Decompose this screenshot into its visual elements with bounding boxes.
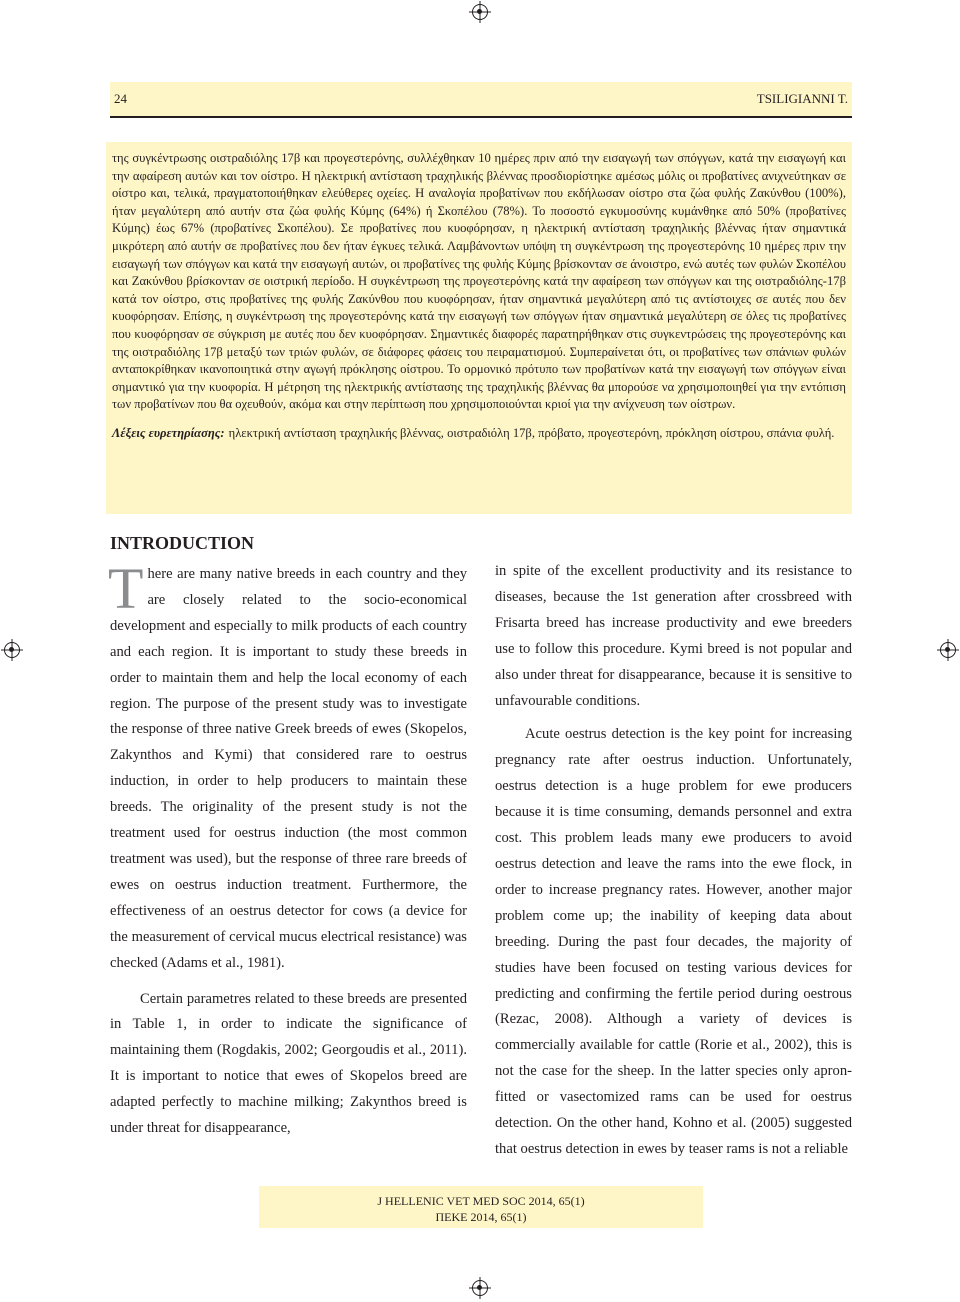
left-paragraph-1 xyxy=(108,556,467,977)
left-paragraph-2: Certain parametres related to these breeds are presented in Table 1, in order to indicate the significance of maintaining them (Rogdakis, 2002; Georgoudis et al., 2011). It is important to notice that ewes of Skopelos breed are adapted perfectly to machine milking; Zakynthos breed is under threat for disappearance, xyxy=(110,990,467,1137)
right-paragraph-1: in spite of the excellent productivity and its resistance to diseases, because the 1st generation after crossbreed with Frisarta breed has increase productivity and ewe breeders use to follow this procedure. Kymi breed is not popular and also under threat for disappearance, because it is sensitive to unfavourable conditions. xyxy=(495,563,852,709)
drop-cap: T xyxy=(108,556,144,621)
right-paragraph-2: Acute oestrus detection is the key point for increasing pregnancy rate after oestrus induction. Unfortunately, oestrus detection is a huge problem for ewe producers because it is time consuming, demands personnel and extra cost. This problem leads many ewe producers to avoid oestrus detection and leave the rams into the ewe flock, in order to increase pregnancy rates. However, another major problem come up; the inability of keeping data about breeding. During the past four decades, the majority of studies have been focused on testing various devices for predicting and confirming the fertile period during oestrous (Rezac, 2008). Although a variety of devices is commercially available for cattle (Rorie et al., 2002), this is not the case for the sheep. In the latter species only apron-fitted or vasectomized rams can be used for oestrus detection. On the other hand, Kohno et al. (2005) suggested that oestrus detection in ewes by teaser rams is not a reliable xyxy=(495,726,852,1157)
header-rule xyxy=(110,116,852,118)
registration-mark-top-icon xyxy=(472,4,488,20)
registration-mark-left-icon xyxy=(4,642,20,658)
section-heading: INTRODUCTION xyxy=(110,533,255,553)
keywords-label: Λέξεις ευρετηρίασης: xyxy=(112,425,225,440)
running-header xyxy=(110,82,852,116)
journal-citation-en: J HELLENIC VET MED SOC 2014, 65(1) xyxy=(377,1194,585,1208)
abstract-text: της συγκέντρωσης οιστραδιόλης 17β και προγεστερόνης, συλλέχθηκαν 10 ημέρες πριν από την εισαγωγή των σπόγγων, κατά την εισαγωγή και την αφαίρεση αυτών και τον οίστρο. Η ηλεκτρική αντίσταση τραχηλικής βλέννας προσδιορίστηκε αμέσως μόλις οι προβατίνες ανιχνεύτηκαν σε οίστρο και, τελικά, πραγματοποιήθηκαν ελεύθερες οχείες. Η αναλογία προβατίνων που εκδήλωσαν οίστρο στα ζώα φυλής Ζακύνθου (100%), ήταν μεγαλύτερη από αυτήν στα ζώα φυλής Κύμης (64%) ή Σκοπέλου (78%). Το ποσοστό εγκυμοσύνης κυμάνθηκε από 50% (προβατίνες Κύμης) έως 67% (προβατίνες Σκοπέλου). Σε προβατίνες που κυοφόρησαν, η ηλεκτρική αντίσταση τραχηλικής βλέννας ήταν σημαντικά μικρότερη από αυτήν σε προβατίνες που δεν ήταν έγκυες τελικά. Λαμβάνοντων υπόψη τη συγκέντρωση της προγεστερόνης 10 ημέρες πριν την εισαγωγή των σπόγγων και κατά την εισαγωγή αυτών, οι προβατίνες της φυλής Κύμης βρίσκονταν σε άνοιστρο, ενώ αυτές των φυλών Σκοπέλου και Ζακύνθου βρίσκονταν σε οιστρική περίοδο. Η συγκέντρωση της προγεστερόνης κατά την αφαίρεση των σπόγγων και της οιστραδιόλης-17β κατά τον οίστρο, στις προβατίνες της φυλής Ζακύνθου που κυοφόρησαν, ήταν σημαντικά μεγαλύτερη από τις αντίστοιχες σε αυτές που δεν κυοφόρησαν. Επίσης, η συγκέντρωση της προγεστερόνης κατά την εισαγωγή των σπόγγων ήταν σημαντικά μεγαλύτερη σε όλες τις προβατίνες που κυοφόρησαν σε σύγκριση με αυτές που δεν κυοφόρησαν. Σημαντικές διαφορές παρατηρήθηκαν στις συγκεντρώσεις της προγεστερόνης και της οιστραδιόλης 17β μεταξύ των τριών φυλών, σε διάφορες φάσεις του πειραματισμού. Συμπεραίνεται ότι, οι προβατίνες των σπάνιων φυλών ανταποκρίθηκαν ικανοποιητικά στην αγωγή πρόκλησης οίστρου. Το ορμονικό πρότυπο των προβατίνων κατά την εισαγωγή των σπόγγων είναι σημαντικό για την κυοφορία. Η μέτρηση της ηλεκτρικής αντίστασης της τραχηλικής βλέννας θα μπορούσε να χρησιμοποιηθεί για την εντόπιση των προβατίνων που θα οχευθούν, ακόμα και στην περίπτωση που χρησιμοποιούνται κριοί για την ανίχνευση των οίστρων. xyxy=(112,151,846,412)
journal-footer xyxy=(259,1186,703,1228)
keywords-text: ηλεκτρική αντίσταση τραχηλικής βλέννας, οιστραδιόλη 17β, πρόβατο, προγεστερόνη, πρόκληση οίστρου, σπάνια φυλή. xyxy=(228,425,835,440)
greek-abstract xyxy=(106,142,852,514)
right-column xyxy=(495,559,852,1163)
left-paragraph-1-text: here are many native breeds in each country and they are closely related to the socio-economical development and especially to milk products of each country and each region. It is important to study these breeds in order to maintain them and help the local economy of each region. The purpose of the present study was to investigate the response of three native Greek breeds of ewes (Skopelos, Zakynthos and Kymi) that considered rare to oestrus induction, in order to help producers to maintain these breeds. The originality of the present study is not the treatment used for oestrus induction (the most common treatment was used), but the response of three rare breeds of ewes on oestrus induction treatment. Furthermore, the effectiveness of an oestrus detector for cows (a device for the measurement of cervical mucus electrical resistance) was checked (Adams et al., 1981). xyxy=(110,566,467,971)
keywords xyxy=(112,425,846,443)
page-number: 24 xyxy=(114,91,127,106)
registration-mark-bottom-icon xyxy=(472,1280,488,1296)
running-author: TSILIGIANNI T. xyxy=(756,91,848,106)
left-column xyxy=(110,530,467,1142)
journal-citation-gr: ΠΕΚΕ 2014, 65(1) xyxy=(435,1210,527,1224)
registration-mark-right-icon xyxy=(940,642,956,658)
